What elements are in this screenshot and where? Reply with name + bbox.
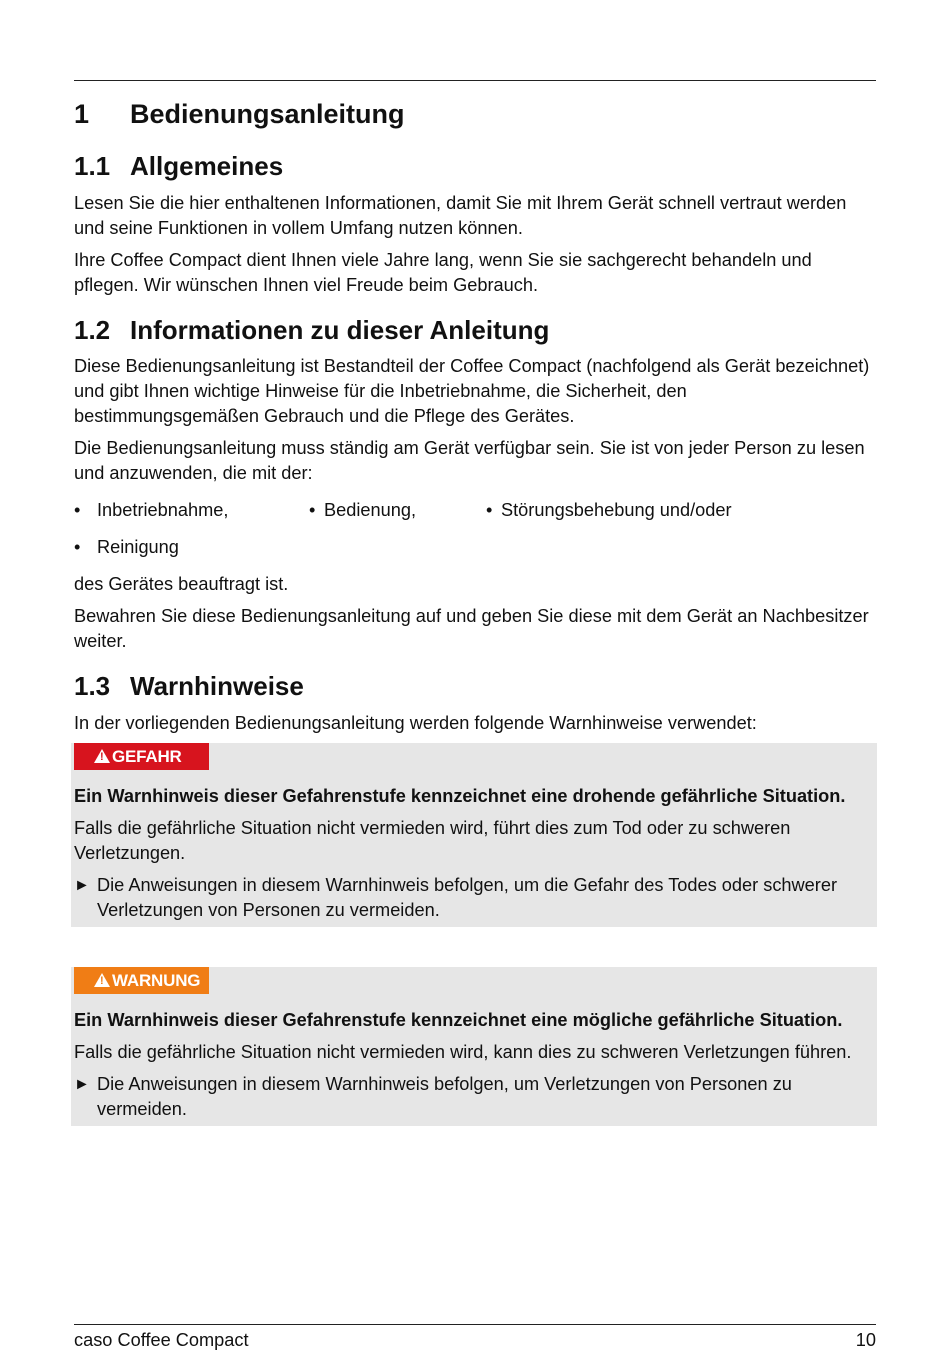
warning-instruction: [74, 1072, 874, 1122]
section-warnhinweise: [74, 670, 876, 1126]
list-item-label: Reinigung: [97, 537, 179, 558]
bullet-icon: •: [309, 500, 316, 521]
page-footer: [74, 1328, 876, 1352]
warning-label: WARNUNG: [112, 970, 201, 990]
warning-box: [71, 967, 877, 1126]
paragraph: Ihre Coffee Compact dient Ihnen viele Jahre lang, wenn Sie sie sachgerecht behandeln und pflegen. Wir wünschen Ihnen viel Freude beim Gebrauch.: [74, 249, 812, 295]
bullet-icon: •: [74, 500, 81, 521]
list-item: [74, 535, 179, 560]
instruction-text: Die Anweisungen in diesem Warnhinweis befolgen, um Verletzungen von Personen zu vermeiden.: [97, 1073, 792, 1119]
chapter-title: Bedienungsanleitung: [130, 99, 405, 129]
page-content: [74, 98, 876, 1126]
bullet-icon: •: [486, 500, 493, 521]
paragraph: Bewahren Sie diese Bedienungsanleitung auf und geben Sie diese mit dem Gerät an Nachbesitzer weiter.: [74, 606, 869, 652]
section-title: Allgemeines: [130, 151, 284, 182]
list-item-label: Inbetriebnahme,: [97, 500, 229, 521]
section-heading: [74, 314, 876, 347]
section-informationen: [74, 314, 876, 655]
list-item: [74, 498, 309, 523]
page-number: 10: [855, 1330, 876, 1350]
danger-box: [71, 743, 877, 927]
section-allgemeines: [74, 150, 876, 298]
danger-title: Ein Warnhinweis dieser Gefahrenstufe kennzeichnet eine drohende gefährliche Situation.: [74, 785, 846, 806]
section-number: 1.1: [74, 151, 111, 182]
arrow-right-icon: ►: [74, 1075, 90, 1093]
chapter-number: 1: [74, 99, 90, 129]
footer-product: caso Coffee Compact: [74, 1330, 249, 1350]
warning-text: Falls die gefährliche Situation nicht vermieden wird, kann dies zu schweren Verletzungen führen.: [74, 1041, 852, 1062]
warning-title: Ein Warnhinweis dieser Gefahrenstufe kennzeichnet eine mögliche gefährliche Situation.: [74, 1009, 843, 1030]
section-heading: [74, 670, 876, 703]
bullet-row: [74, 535, 876, 560]
list-item-label: Bedienung,: [324, 500, 417, 521]
section-number: 1.3: [74, 671, 111, 702]
paragraph: des Gerätes beauftragt ist.: [74, 574, 289, 595]
paragraph: In der vorliegenden Bedienungsanleitung werden folgende Warnhinweise verwendet:: [74, 712, 757, 733]
section-title: Warnhinweise: [130, 671, 304, 702]
instruction-text: Die Anweisungen in diesem Warnhinweis befolgen, um die Gefahr des Todes oder schwerer Verletzungen von Personen zu vermeiden.: [97, 874, 838, 920]
bullet-icon: •: [74, 537, 81, 558]
paragraph: Lesen Sie die hier enthaltenen Informationen, damit Sie mit Ihrem Gerät schnell vertraut werden und seine Funktionen in vollem Umfang nutzen können.: [74, 192, 847, 238]
bullet-row: [74, 498, 876, 523]
section-heading: [74, 150, 876, 183]
section-number: 1.2: [74, 314, 111, 345]
paragraph: Die Bedienungsanleitung muss ständig am Gerät verfügbar sein. Sie ist von jeder Person zu lesen und anzuwenden, die mit der:: [74, 438, 865, 484]
arrow-right-icon: ►: [74, 876, 90, 894]
warning-triangle-icon: [94, 749, 110, 763]
paragraph: Diese Bedienungsanleitung ist Bestandteil der Coffee Compact (nachfolgend als Gerät bezeichnet) und gibt Ihnen wichtige Hinweise für die Inbetriebnahme, die Sicherheit, den bestimmungsgemäßen Gebrauch und die Pflege des Gerätes.: [74, 356, 870, 427]
list-item: [309, 498, 486, 523]
warning-triangle-icon: [94, 973, 110, 987]
danger-instruction: [74, 873, 874, 923]
list-item-label: Störungsbehebung und/oder: [501, 500, 732, 521]
danger-text: Falls die gefährliche Situation nicht vermieden wird, führt dies zum Tod oder zu schweren Verletzungen.: [74, 817, 791, 863]
header-rule: [74, 80, 876, 81]
chapter-heading: [74, 98, 876, 130]
danger-badge: [74, 743, 209, 770]
section-title: Informationen zu dieser Anleitung: [130, 314, 550, 345]
list-item: [486, 498, 732, 523]
danger-label: GEFAHR: [112, 746, 182, 766]
warning-badge: [74, 967, 209, 994]
footer-rule: [74, 1324, 876, 1325]
